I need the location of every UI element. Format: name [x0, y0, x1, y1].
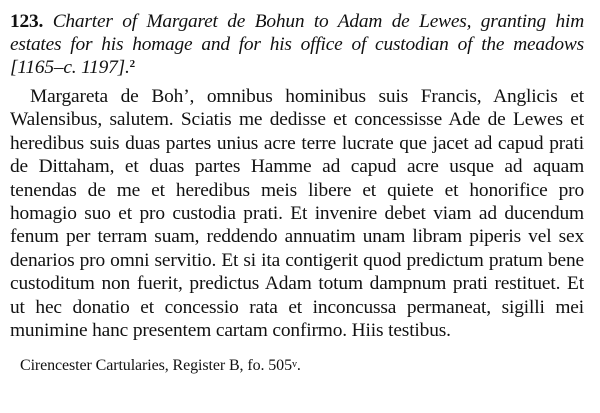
charter-number: 123.: [10, 11, 44, 32]
charter-title: Charter of Margaret de Bohun to Adam de Lewes, granting him estates for his homage and for his office of custodian of the meadows: [10, 11, 584, 55]
source-citation: [20, 356, 584, 376]
source-end: .: [296, 357, 301, 375]
footnote-mark: 2: [129, 58, 135, 70]
charter-text: Margareta de Boh’, omnibus hominibus suis Francis, Anglicis et Walensibus, salutem. Sciatis me dedisse et concessisse Ade de Lewes et heredibus suis duas partes unius acre terre lucrate que jacet ad capud prati de Dittaham, et duas partes Hamme ad capud acre usque ad aquam tenendas de me et heredibus meis libere et quiete et honorifice pro homagio suo et pro custodia prati. Et invenire debet viam ad ducendum fenum per terram suam, reddendo annuatim unam libram piperis vel sex denarios pro omni servitio. Et si ita contigerit quod predictum pratum bene custoditum non fuerit, predictus Adam totum dampnum prati restituet. Et ut hec donatio et concessio rata et inconcussa permaneat, sigilli mei munimine hanc presentem cartam confirmo. Hiis testibus.: [10, 86, 584, 342]
charter-heading: [10, 10, 584, 79]
source-text: Cirencester Cartularies, Register B, fo. 505: [20, 357, 292, 375]
charter-date: [1165–c. 1197].: [10, 57, 130, 78]
source-superscript: v: [291, 359, 297, 371]
